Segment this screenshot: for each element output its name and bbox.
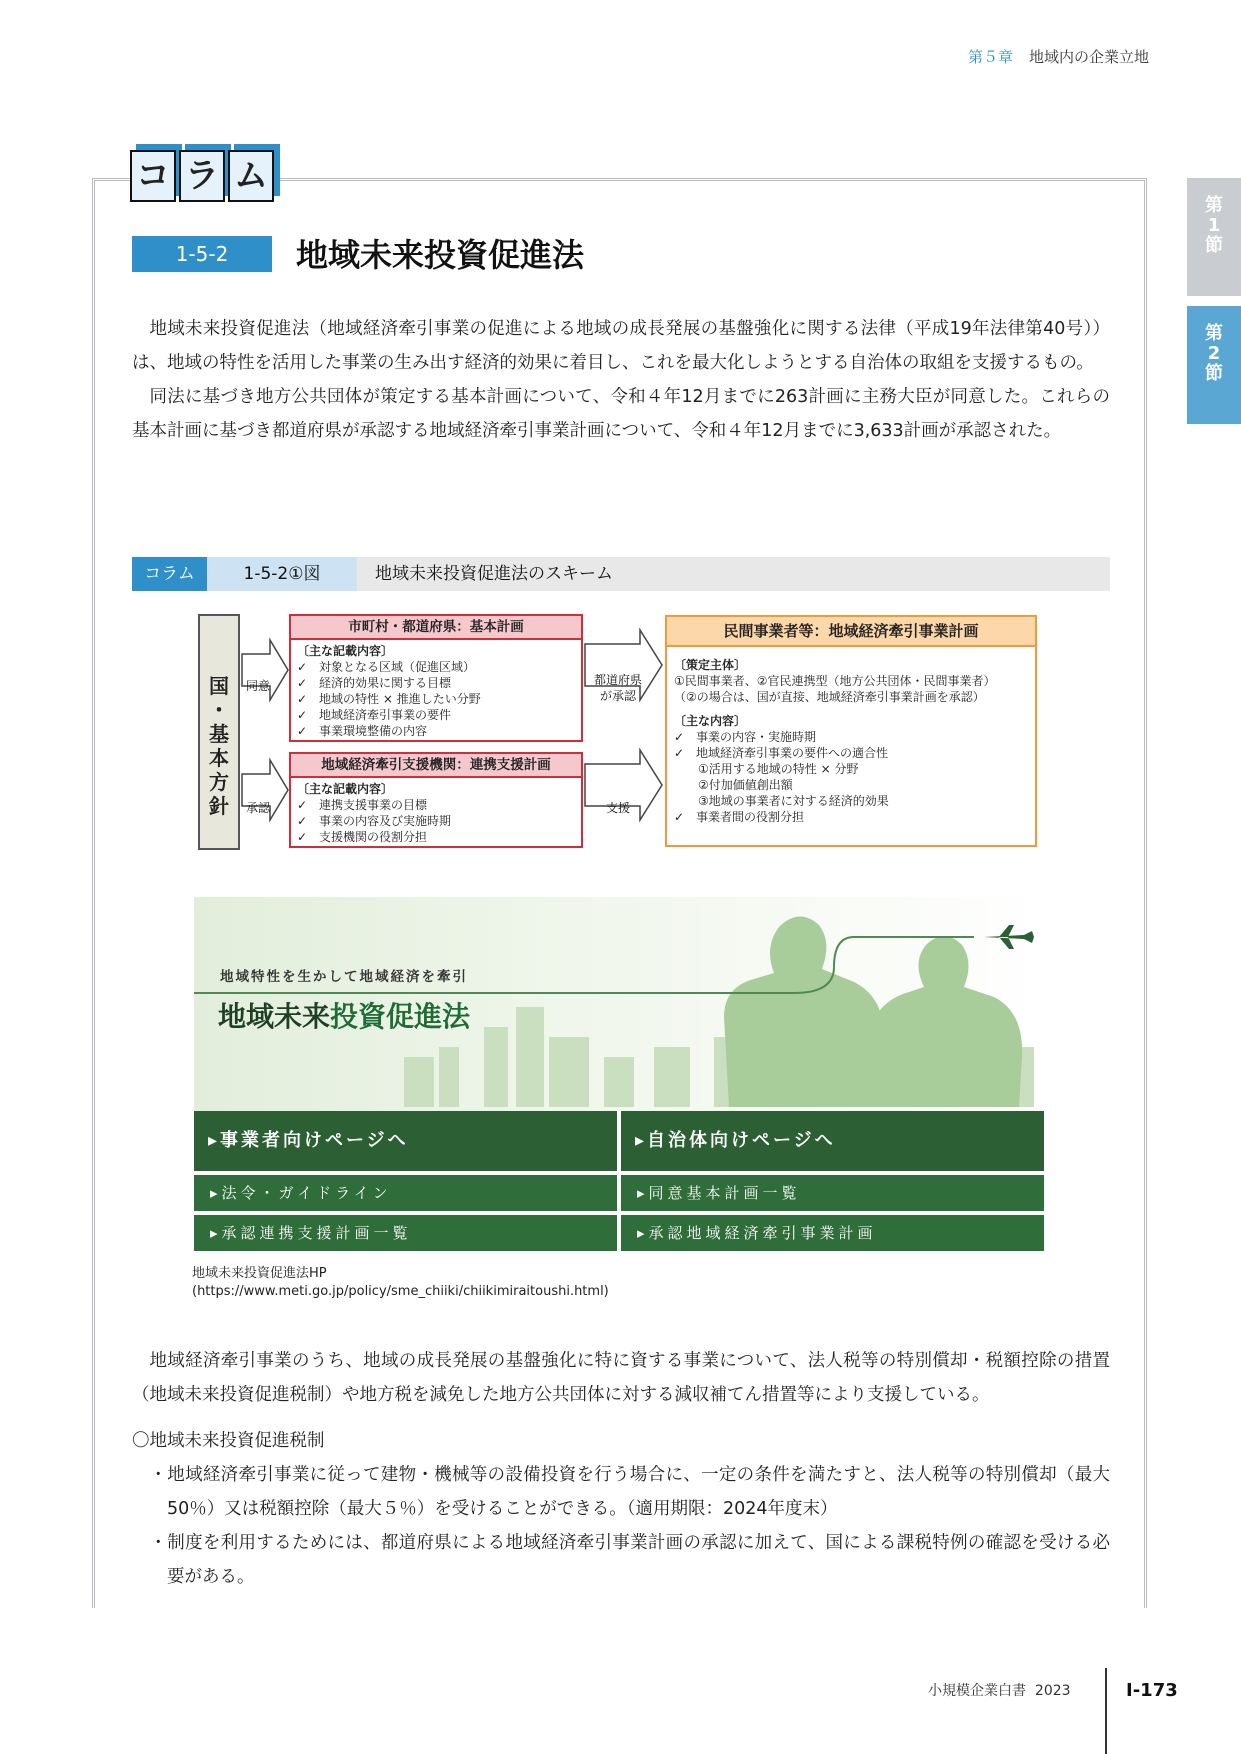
running-header	[968, 46, 1149, 67]
column-logo	[130, 150, 274, 208]
arrow-pref-label: 都道府県 が承認	[593, 673, 642, 703]
website-banner[interactable]	[194, 897, 1044, 1253]
agreed-plan-list-link[interactable]	[621, 1175, 1044, 1211]
tax-support-paragraph: 地域経済牽引事業のうち、地域の成長発展の基盤強化に特に資する事業について、法人税等の特別償却・税額控除の措置（地域未来投資促進税制）や地方税を減免した地方公共団体に対する減収補てん措置等により支援している。	[132, 1351, 1110, 1405]
support-plan-item: ✓ 支援機関の役割分担	[297, 830, 428, 844]
law-guideline-link[interactable]	[194, 1175, 617, 1211]
banner-title-b: 投資促進法	[330, 1000, 471, 1033]
business-plan-line: ①活用する地域の特性 × 分野	[674, 762, 859, 776]
figure-title-bar	[132, 557, 1110, 591]
business-page-button[interactable]	[194, 1111, 617, 1171]
figure-title: 地域未来投資促進法のスキーム	[375, 564, 613, 584]
support-plan-list-label: ▸承認連携支援計画一覧	[210, 1224, 412, 1242]
basic-plan-item: ✓ 事業環境整備の内容	[297, 724, 428, 738]
business-plan-line: ①民間事業者、②官民連携型（地方公共団体・民間事業者）	[674, 674, 996, 688]
business-plan-box	[665, 615, 1037, 847]
business-plan-line: ✓ 事業の内容・実施時期	[674, 730, 817, 744]
support-plan-item: ✓ 連携支援事業の目標	[297, 798, 428, 812]
business-plan-heading-2: 〔主な内容〕	[674, 714, 747, 728]
chapter-title: 地域内の企業立地	[1028, 48, 1149, 66]
basic-plan-heading: 〔主な記載内容〕	[297, 644, 394, 658]
tax-bullet: ・制度を利用するためには、都道府県による地域経済牽引事業計画の承認に加えて、国による課税特例の確認を受ける必要がある。	[149, 1533, 1110, 1587]
footer-book	[928, 1680, 1071, 1700]
column-title: 地域未来投資促進法	[296, 236, 585, 274]
arrow-support-label: 支援	[606, 801, 631, 815]
businessman-silhouette-icon	[724, 916, 884, 1107]
business-plan-line: ②付加価値創出額	[674, 778, 793, 792]
support-plan-title: 地域経済牽引支援機関：連携支援計画	[291, 754, 581, 778]
banner-title	[218, 995, 470, 1035]
law-guideline-label: ▸法令・ガイドライン	[210, 1184, 392, 1202]
business-plan-line: （②の場合は、国が直接、地域経済牽引事業計画を承認）	[674, 690, 985, 704]
footer-book-title: 小規模企業白書	[928, 1683, 1026, 1699]
figure-number: 1-5-2①図	[207, 557, 357, 591]
logo-char-1: コ	[130, 150, 176, 202]
business-plan-list-label: ▸承認地域経済牽引事業計画	[637, 1224, 877, 1242]
basic-plan-item: ✓ 地域の特性 × 推進したい分野	[297, 692, 481, 706]
national-policy-label: 国 ・ 基 本 方 針	[209, 674, 229, 818]
section-tab-1[interactable]	[1187, 178, 1241, 296]
business-plan-line: ③地域の事業者に対する経済的効果	[674, 794, 889, 808]
basic-plan-box	[289, 614, 583, 742]
footer-divider	[1105, 1668, 1107, 1754]
section-tab-1-label: 第 1 節	[1205, 195, 1223, 256]
basic-plan-title: 市町村・都道府県：基本計画	[291, 616, 581, 640]
section-tab-2-label: 第 2 節	[1205, 323, 1223, 384]
caption-url[interactable]: (https://www.meti.go.jp/policy/sme_chiiki/chiikimiraitoushi.html)	[192, 1284, 609, 1299]
local-gov-page-button[interactable]	[621, 1111, 1044, 1171]
footer-year: 2023	[1034, 1683, 1071, 1699]
banner-caption	[192, 1265, 609, 1301]
business-plan-line: ✓ 事業者間の役割分担	[674, 810, 805, 824]
national-policy-box	[198, 614, 240, 850]
tax-section-heading: 〇地域未来投資促進税制	[132, 1431, 325, 1451]
column-number: 1-5-2	[132, 236, 272, 272]
agreed-plan-list-label: ▸同意基本計画一覧	[637, 1184, 801, 1202]
business-plan-line: ✓ 地域経済牽引事業の要件への適合性	[674, 746, 889, 760]
tax-section	[132, 1424, 1110, 1594]
chapter-label: 第５章	[967, 48, 1013, 66]
logo-char-3: ム	[228, 150, 274, 202]
arrow-agree-label: 同意	[246, 679, 271, 693]
basic-plan-item: ✓ 経済的効果に関する目標	[297, 676, 452, 690]
caption-title: 地域未来投資促進法HP	[192, 1266, 327, 1281]
intro-text	[132, 312, 1110, 448]
banner-title-a: 地域未来	[218, 1000, 331, 1033]
banner-tagline: 地域特性を生かして地域経済を牽引	[220, 969, 468, 985]
support-plan-list-link[interactable]	[194, 1215, 617, 1251]
businessman-silhouette-2-icon	[864, 936, 1022, 1107]
support-plan-heading: 〔主な記載内容〕	[297, 782, 394, 796]
intro-paragraph-2: 同法に基づき地方公共団体が策定する基本計画について、令和４年12月までに263計画に主務大臣が同意した。これらの基本計画に基づき都道府県が承認する地域経済牽引事業計画について、令和４年12月までに3,633計画が承認された。	[132, 387, 1110, 441]
basic-plan-item: ✓ 対象となる区域（促進区域）	[297, 660, 476, 674]
business-plan-heading-1: 〔策定主体〕	[674, 658, 747, 672]
business-page-label: ▸事業者向けページへ	[208, 1130, 409, 1151]
arrow-approve-label: 承認	[246, 801, 271, 815]
airplane-icon	[984, 925, 1034, 949]
intro-paragraph-1: 地域未来投資促進法（地域経済牽引事業の促進による地域の成長発展の基盤強化に関する法律（平成19年法律第40号））は、地域の特性を活用した事業の生み出す経済的効果に着目し、これを最大化しようとする自治体の取組を支援するもの。	[132, 319, 1110, 373]
page-number: Ⅰ-173	[1126, 1680, 1178, 1701]
basic-plan-item: ✓ 地域経済牽引事業の要件	[297, 708, 452, 722]
tax-bullet: ・地域経済牽引事業に従って建物・機械等の設備投資を行う場合に、一定の条件を満たすと、法人税等の特別償却（最大50％）又は税額控除（最大５％）を受けることができる。（適用期限：2024年度末）	[149, 1465, 1110, 1519]
tax-support-text	[132, 1344, 1110, 1412]
business-plan-list-link[interactable]	[621, 1215, 1044, 1251]
logo-char-2: ラ	[179, 150, 225, 202]
business-plan-title: 民間事業者等：地域経済牽引事業計画	[667, 617, 1035, 647]
support-plan-box	[289, 752, 583, 848]
support-plan-item: ✓ 事業の内容及び実施時期	[297, 814, 452, 828]
local-gov-page-label: ▸自治体向けページへ	[635, 1130, 836, 1151]
section-tab-2[interactable]	[1187, 306, 1241, 424]
figure-tag: コラム	[132, 557, 207, 591]
